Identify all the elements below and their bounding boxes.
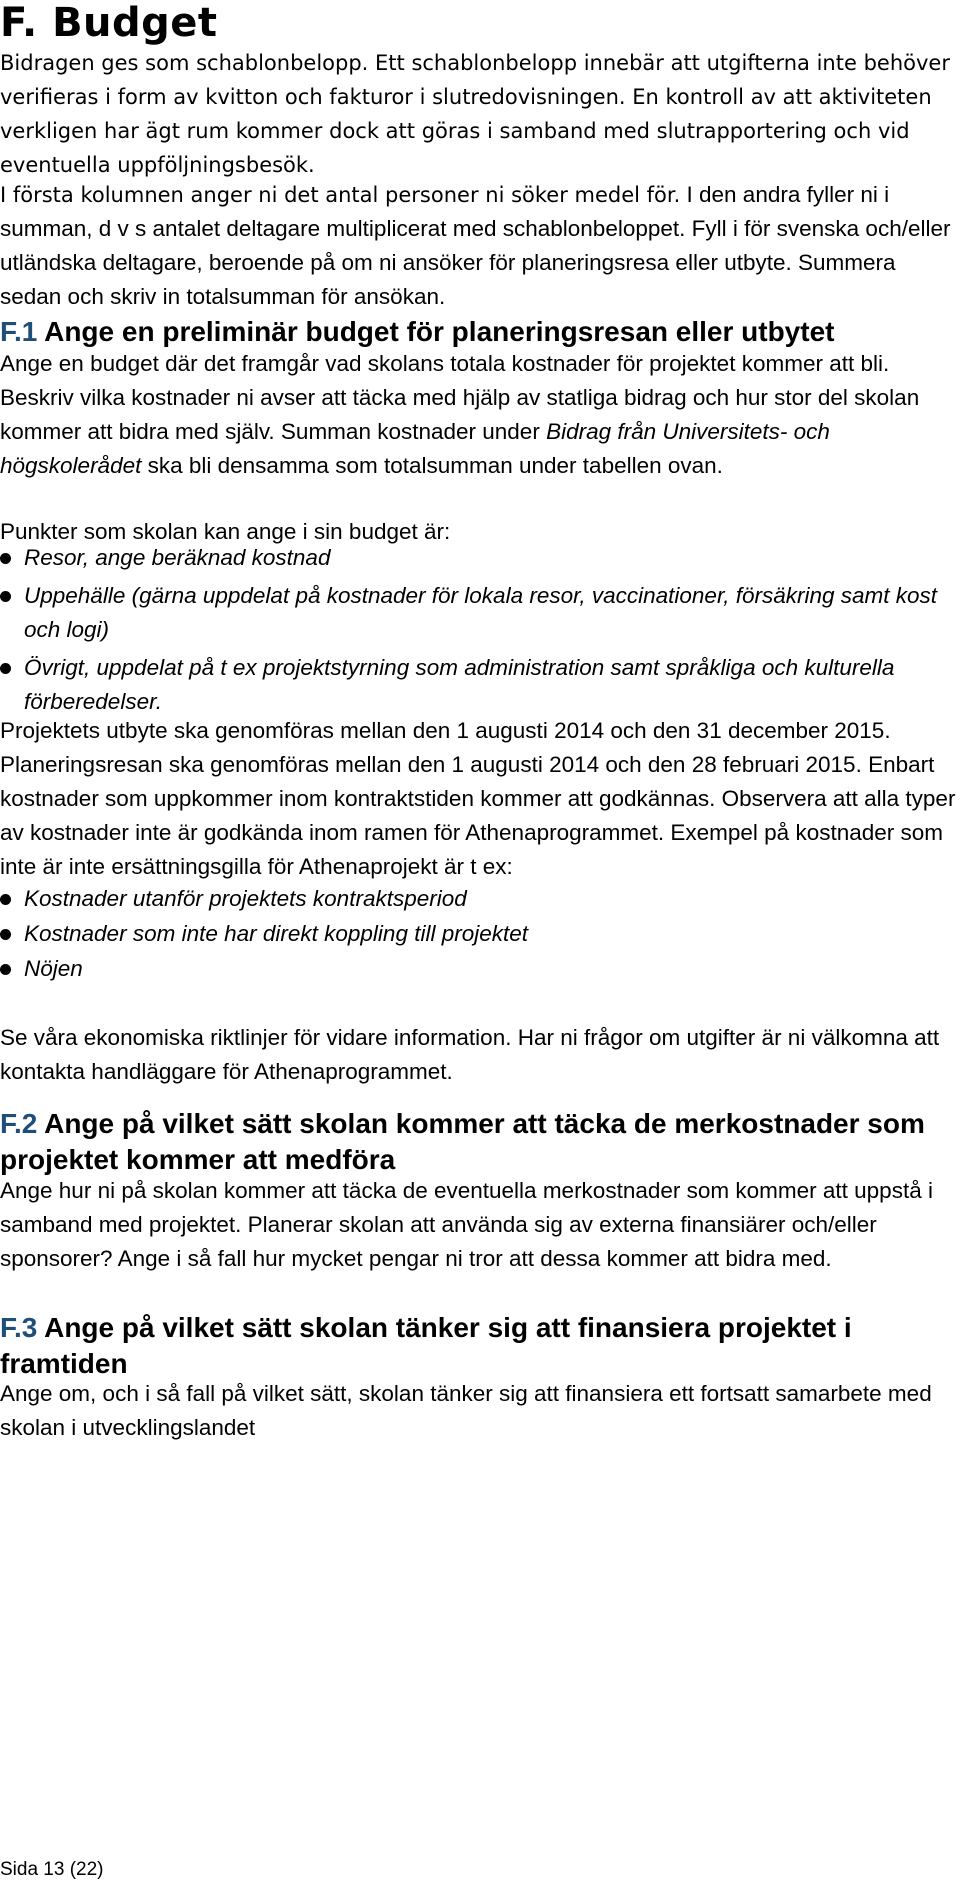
section-title: Ange en preliminär budget för planeringsresan eller utbytet [37, 316, 835, 347]
budget-text-italic: Bidrag från Universitets- och högskolerådet [0, 419, 830, 478]
columns-instruction-rest: I den andra fyller ni i summan, d v s antalet deltagare multiplicerat med schablonbeloppet. Fyll i för svenska och/eller utländska deltagare, beroende på om ni ansöker för planeringsresa eller utbyte. Summera sedan och skriv in totalsumman för ansökan. [0, 182, 951, 309]
columns-instruction-first-sentence: I första kolumnen anger ni det antal personer ni söker medel för. [0, 183, 681, 207]
budget-points-intro: Punkter som skolan kan ange i sin budget är: [0, 519, 451, 544]
future-funding-paragraph: Ange om, och i så fall på vilket sätt, skolan tänker sig att finansiera ett fortsatt samarbete med skolan i utvecklingslandet [0, 1381, 932, 1440]
section-number: F.1 [0, 316, 38, 347]
page-number: Sida 13 (22) [0, 1859, 104, 1880]
list-item-text: Resor, ange beräknad kostnad [24, 545, 331, 570]
excluded-costs-list [0, 882, 960, 986]
guidelines-paragraph: Se våra ekonomiska riktlinjer för vidare information. Har ni frågor om utgifter är ni välkomna att kontakta handläggare för Athenaprogrammet. [0, 1025, 940, 1084]
bullet-icon [0, 929, 11, 940]
section-heading-f2 [0, 1106, 950, 1178]
columns-instruction-paragraph [0, 178, 960, 314]
bullet-icon [0, 964, 11, 975]
list-item [0, 579, 960, 647]
section-number: F.3 [0, 1312, 38, 1343]
section-heading-f: F. Budget [0, 0, 218, 46]
project-period-paragraph: Projektets utbyte ska genomföras mellan den 1 augusti 2014 och den 31 december 2015. Planeringsresan ska genomföras mellan den 1 augusti 2014 och den 28 februari 2015. Enbart kostnader som uppkommer inom kontraktstiden kommer att godkännas. Observera att alla typer av kostnader inte är godkända inom ramen för Athenaprogrammet. Exempel på kostnader som inte är inte ersättningsgilla för Athenaprojekt är t ex: [0, 718, 956, 879]
section-heading-f3 [0, 1310, 950, 1382]
list-item-text: Övrigt, uppdelat på t ex projektstyrning som administration samt språkliga och kulturella förberedelser. [24, 655, 895, 714]
section-heading-f1 [0, 314, 950, 350]
bullet-icon [0, 553, 11, 564]
list-item-text: Nöjen [24, 956, 83, 981]
list-item [0, 541, 960, 575]
bullet-icon [0, 894, 11, 905]
list-item-text: Uppehälle (gärna uppdelat på kostnader för lokala resor, vaccinationer, försäkring samt kost och logi) [24, 583, 938, 642]
bullet-icon [0, 591, 11, 602]
list-item-text: Kostnader som inte har direkt koppling till projektet [24, 921, 529, 946]
list-item [0, 917, 960, 951]
budget-text-start: Ange en budget där det framgår vad skolans totala kostnader för projektet kommer att bli. Beskriv vilka kostnader ni avser att täcka med hjälp av statliga bidrag och hur stor del skolan kommer att bidra med själv. Summan kostnader under [0, 351, 920, 444]
budget-paragraph [0, 347, 958, 483]
list-item [0, 882, 960, 916]
list-item [0, 651, 960, 719]
bullet-icon [0, 663, 11, 674]
extra-costs-paragraph: Ange hur ni på skolan kommer att täcka de eventuella merkostnader som kommer att uppstå i samband med projektet. Planerar skolan att använda sig av externa finansiärer och/eller sponsorer? Ange i så fall hur mycket pengar ni tror att dessa kommer att bidra med. [0, 1178, 933, 1271]
budget-text-end: ska bli densamma som totalsumman under tabellen ovan. [141, 453, 723, 478]
budget-points-list [0, 541, 960, 719]
section-number: F.2 [0, 1108, 38, 1139]
section-title: Ange på vilket sätt skolan tänker sig att finansiera projektet i framtiden [0, 1312, 852, 1379]
section-title: Ange på vilket sätt skolan kommer att täcka de merkostnader som projektet kommer att medföra [0, 1108, 925, 1175]
list-item [0, 952, 960, 986]
list-item-text: Kostnader utanför projektets kontraktsperiod [24, 886, 467, 911]
intro-paragraph: Bidragen ges som schablonbelopp. Ett schablonbelopp innebär att utgifterna inte behöver verifieras i form av kvitton och fakturor i slutredovisningen. En kontroll av att aktiviteten verkligen har ägt rum kommer dock att göras i samband med slutrapportering och vid eventuella uppföljningsbesök. [0, 51, 950, 177]
